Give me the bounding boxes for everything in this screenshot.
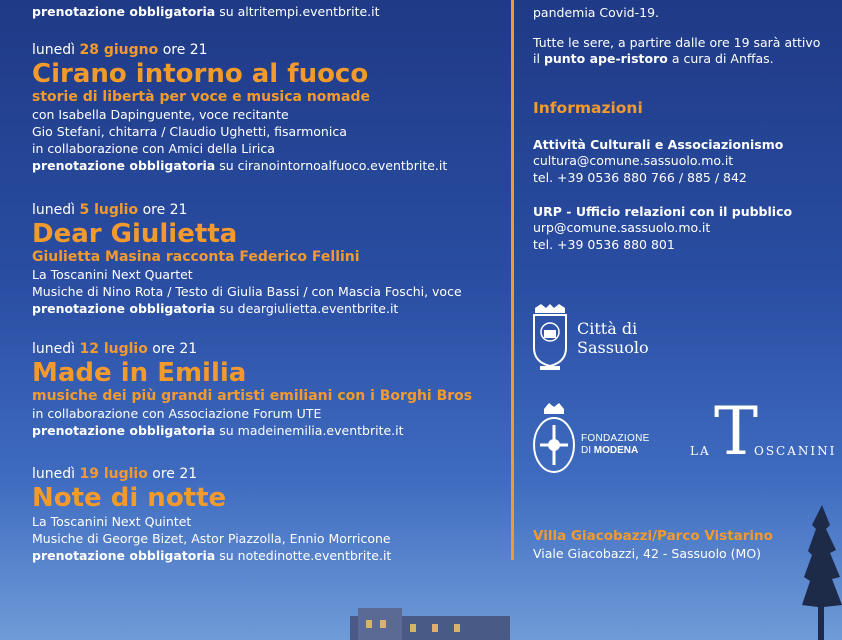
- event-date: lunedì 12 luglio ore 21: [32, 341, 198, 357]
- event-detail: La Toscanini Next Quintet: [32, 514, 192, 529]
- contact-email[interactable]: urp@comune.sassuolo.mo.it: [533, 220, 711, 235]
- booking-label: prenotazione obbligatoria: [32, 301, 216, 316]
- event-subtitle: Giulietta Masina racconta Federico Fellini: [32, 249, 360, 265]
- event-detail: Musiche di George Bizet, Astor Piazzolla, Ennio Morricone: [32, 531, 391, 546]
- event-booking: [32, 547, 512, 564]
- contact-name: URP - Ufficio relazioni con il pubblico: [533, 204, 793, 219]
- column-divider: [511, 0, 514, 560]
- event-subtitle: musiche dei più grandi artisti emiliani con i Borghi Bros: [32, 388, 473, 404]
- booking-url[interactable]: su madeinemilia.eventbrite.it: [219, 423, 404, 438]
- sassuolo-logo: [531, 304, 671, 372]
- contact-email[interactable]: cultura@comune.sassuolo.mo.it: [533, 153, 734, 168]
- event-booking: [32, 300, 512, 317]
- venue-name: Villa Giacobazzi/Parco Vistarino: [533, 528, 773, 544]
- covid-line: pandemia Covid-19.: [533, 5, 659, 20]
- event-date: lunedì 19 luglio ore 21: [32, 466, 198, 482]
- contact-phone: tel. +39 0536 880 801: [533, 237, 675, 252]
- event-date: lunedì 28 giugno ore 21: [32, 42, 208, 58]
- event-date: lunedì 5 luglio ore 21: [32, 202, 188, 218]
- event-subtitle: storie di libertà per voce e musica nomade: [32, 89, 370, 105]
- event-title: Made in Emilia: [32, 358, 247, 388]
- event-detail: Musiche di Nino Rota / Testo di Giulia Bassi / con Mascia Foschi, voce: [32, 284, 462, 299]
- event-card: [32, 201, 512, 317]
- ape-line-2: il punto ape-ristoro a cura di Anffas.: [533, 51, 774, 66]
- top-booking-line: [32, 3, 380, 20]
- booking-url[interactable]: su altritempi.eventbrite.it: [219, 4, 380, 19]
- fondazione-modena-logo: [531, 401, 651, 481]
- villa-silhouette: [350, 608, 510, 640]
- sassuolo-line1: Città di: [577, 319, 638, 338]
- booking-label: prenotazione obbligatoria: [32, 548, 216, 563]
- event-title: Note di notte: [32, 483, 227, 513]
- info-heading: Informazioni: [533, 99, 643, 117]
- event-detail: con Isabella Dapinguente, voce recitante: [32, 107, 289, 122]
- ape-ristoro-label: punto ape-ristoro: [543, 51, 668, 66]
- booking-label: prenotazione obbligatoria: [32, 4, 216, 19]
- event-card: [32, 465, 512, 564]
- fondazione-line1: FONDAZIONE: [581, 433, 650, 444]
- event-detail: in collaborazione con Associazione Forum UTE: [32, 406, 322, 421]
- booking-label: prenotazione obbligatoria: [32, 423, 216, 438]
- booking-url[interactable]: su notedinotte.eventbrite.it: [219, 548, 392, 563]
- booking-label: prenotazione obbligatoria: [32, 158, 216, 173]
- toscanini-la: LA: [690, 444, 711, 458]
- booking-url[interactable]: su ciranointornoalfuoco.eventbrite.it: [219, 158, 448, 173]
- contact-name: Attività Culturali e Associazionismo: [533, 137, 784, 152]
- event-title: Cirano intorno al fuoco: [32, 59, 369, 89]
- event-card: [32, 340, 512, 439]
- toscanini-logo: [688, 393, 837, 473]
- sassuolo-crest-icon: [531, 304, 569, 370]
- contact-phone: tel. +39 0536 880 766 / 885 / 842: [533, 170, 747, 185]
- event-title: Dear Giulietta: [32, 219, 238, 249]
- event-booking: [32, 157, 512, 174]
- event-booking: [32, 422, 512, 439]
- toscanini-t: T: [714, 393, 759, 470]
- sassuolo-line2: Sassuolo: [577, 338, 649, 357]
- event-detail: La Toscanini Next Quartet: [32, 267, 193, 282]
- fondazione-crest-icon: [531, 401, 577, 479]
- fondazione-line2: DI MODENA: [581, 445, 639, 456]
- tree-silhouette: [800, 505, 842, 640]
- event-card: [32, 41, 512, 174]
- ape-line-1: Tutte le sere, a partire dalle ore 19 sarà attivo: [533, 35, 821, 50]
- toscanini-rest: OSCANINI: [754, 444, 837, 458]
- venue-address: Viale Giacobazzi, 42 - Sassuolo (MO): [533, 546, 762, 561]
- booking-url[interactable]: su deargiulietta.eventbrite.it: [219, 301, 399, 316]
- event-detail: Gio Stefani, chitarra / Claudio Ughetti, fisarmonica: [32, 124, 347, 139]
- event-detail: in collaborazione con Amici della Lirica: [32, 141, 275, 156]
